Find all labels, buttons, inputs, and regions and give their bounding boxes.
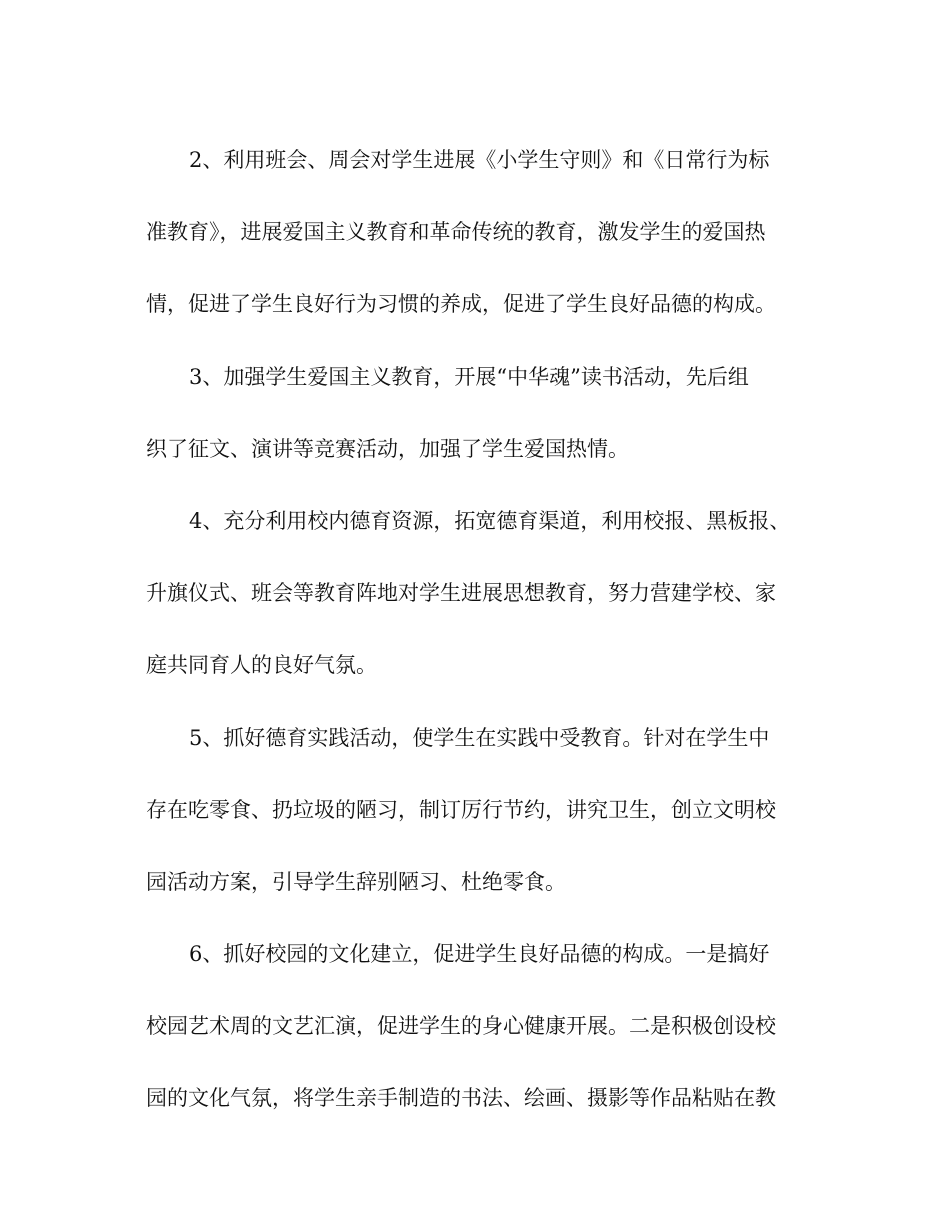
paragraph-line: 织了征文、演讲等竞赛活动，加强了学生爱国热情。 (146, 436, 629, 461)
paragraph-line: 3、加强学生爱国主义教育，开展“中华魂”读书活动，先后组 (189, 364, 749, 389)
paragraph-line: 园的文化气氛，将学生亲手制造的书法、绘画、摄影等作品粘贴在教 (146, 1086, 776, 1111)
paragraph-line: 庭共同育人的良好气氛。 (146, 653, 377, 678)
paragraph-line: 5、抓好德育实践活动，使学生在实践中受教育。针对在学生中 (189, 725, 770, 750)
document-body (146, 138, 806, 1149)
paragraph-line: 准教育》，进展爱国主义教育和革命传统的教育，激发学生的爱国热 (146, 220, 766, 245)
paragraph-line: 存在吃零食、扔垃圾的陋习，制订厉行节约，讲究卫生，创立文明校 (146, 797, 776, 822)
paragraph-line: 校园艺术周的文艺汇演，促进学生的身心健康开展。二是积极创设校 (146, 1014, 776, 1039)
paragraph-line: 4、充分利用校内德育资源，拓宽德育渠道，利用校报、黑板报、 (189, 508, 791, 533)
paragraph-line: 2、利用班会、周会对学生进展《小学生守则》和《日常行为标 (189, 148, 770, 172)
paragraph-line: 园活动方案，引导学生辞别陋习、杜绝零食。 (146, 869, 566, 894)
paragraph-line: 6、抓好校园的文化建立，促进学生良好品德的构成。一是搞好 (189, 942, 770, 967)
paragraph-line: 升旗仪式、班会等教育阵地对学生进展思想教育，努力营建学校、家 (146, 581, 776, 606)
paragraph-line: 情，促进了学生良好行为习惯的养成，促进了学生良好品德的构成。 (146, 292, 776, 317)
